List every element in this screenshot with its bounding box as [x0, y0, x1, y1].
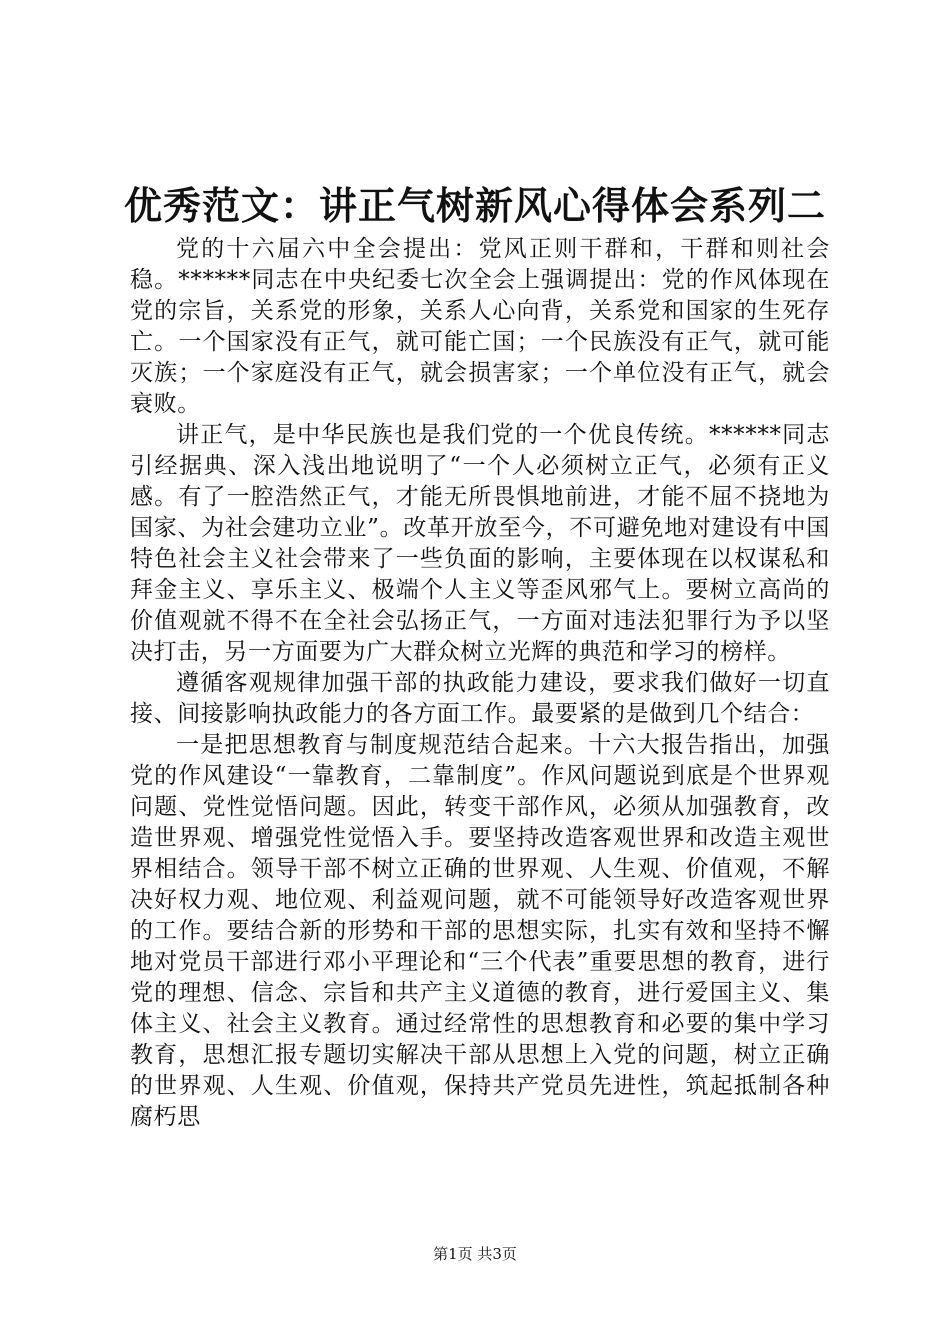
paragraph-1: 党的十六届六中全会提出：党风正则干群和，干群和则社会稳。******同志在中央纪委七次全会上强调提出：党的作风体现在党的宗旨，关系党的形象，关系人心向背，关系党和国家的生死存亡。一个国家没有正气，就可能亡国；一个民族没有正气，就可能灭族；一个家庭没有正气，就会损害家；一个单位没有正气，就会衰败。 — [130, 236, 830, 417]
page-footer: 第1页 共3页 — [433, 1245, 517, 1263]
paragraph-3: 遵循客观规律加强干部的执政能力建设，要求我们做好一切直接、间接影响执政能力的各方面工作。最要紧的是做到几个结合： — [130, 670, 830, 727]
document-body — [130, 234, 830, 1133]
paragraph-4: 一是把思想教育与制度规范结合起来。十六大报告指出，加强党的作风建设“一靠教育，二靠制度”。作风问题说到底是个世界观问题、党性觉悟问题。因此，转变干部作风，必须从加强教育，改造世界观、增强党性觉悟入手。要坚持改造客观世界和改造主观世界相结合。领导干部不树立正确的世界观、人生观、价值观，不解决好权力观、地位观、利益观问题，就不可能领导好改造客观世界的工作。要结合新的形势和干部的思想实际，扎实有效和坚持不懈地对党员干部进行邓小平理论和“三个代表”重要思想的教育，进行党的理想、信念、宗旨和共产主义道德的教育，进行爱国主义、集体主义、社会主义教育。通过经常性的思想教育和必要的集中学习教育，思想汇报专题切实解决干部从思想上入党的问题，树立正确的世界观、人生观、价值观，保持共产党员先进性，筑起抵制各种腐朽思 — [130, 732, 830, 1130]
paragraph-2: 讲正气，是中华民族也是我们党的一个优良传统。******同志引经据典、深入浅出地说明了“一个人必须树立正气，必须有正义感。有了一腔浩然正气，才能无所畏惧地前进，才能不屈不挠地为国家、为社会建功立业”。改革开放至今，不可避免地对建设有中国特色社会主义社会带来了一些负面的影响，主要体现在以权谋私和拜金主义、享乐主义、极端个人主义等歪风邪气上。要树立高尚的价值观就不得不在全社会弘扬正气，一方面对违法犯罪行为予以坚决打击，另一方面要为广大群众树立光辉的典范和学习的榜样。 — [130, 422, 830, 665]
document-title: 优秀范文：讲正气树新风心得体会系列二 — [123, 183, 826, 228]
